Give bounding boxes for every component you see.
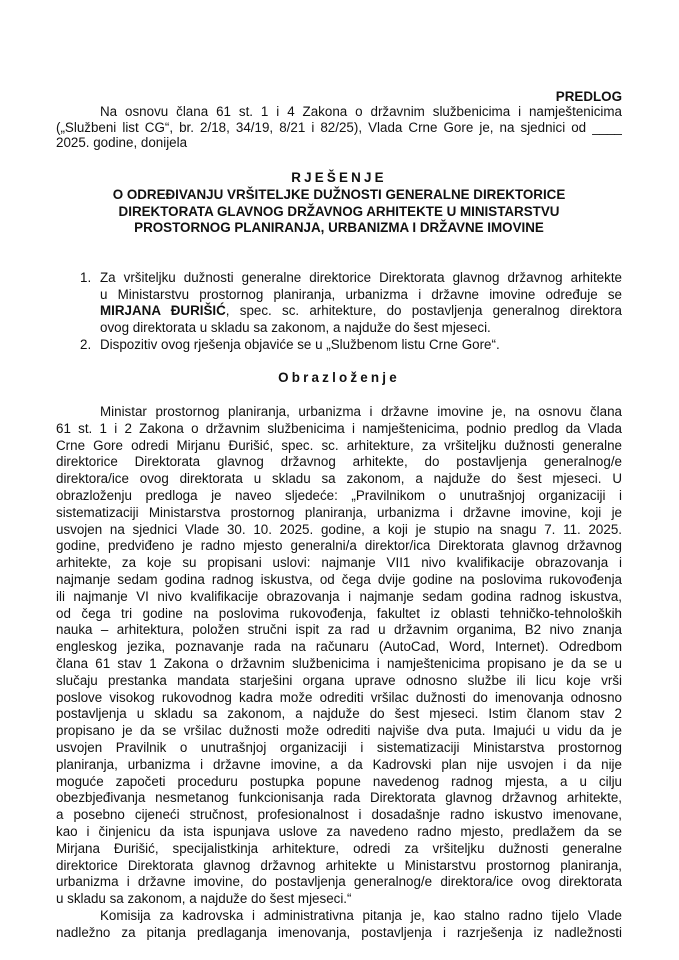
paragraph-line: arhitekte, za koje su propisani uslovi: najmanje VII1 nivo kvalifikacije obrazovanja i: [56, 555, 622, 571]
list-item-number: 1.: [80, 270, 92, 285]
paragraph-line: poslove visokog rukovodnog kadra može odrediti vršilac dužnosti do imenovanja odnosno: [56, 689, 622, 705]
paragraph-line: nauka – arhitektura, položen stručni ispit za rad u državnim organima, B2 nivo znanja: [56, 622, 622, 638]
paragraph-line: najmanje sedam godina radnog iskustva, od čega dvije godine na poslovima rukovođenja: [56, 572, 622, 587]
paragraph-line: obezbjeđivanja nesmetanog funkcionisanja rada Direktorata glavnog državnog arhitekte,: [56, 790, 622, 806]
paragraph-line: 61 st. 1 i 2 Zakona o državnim službenicima i namještenicima, podnio predlog da Vlada: [56, 420, 622, 436]
list-item-line: Dispozitiv ovog rješenja objaviće se u „Službenom listu Crne Gore“.: [100, 336, 500, 352]
paragraph-line: postavljenja u skladu sa zakonom, a najduže do šest mjeseci. Istim članom stav 2: [56, 706, 622, 722]
paragraph-line: Komisija za kadrovska i administrativna pitanja je, kao stalno radno tijelo Vlade: [100, 908, 622, 923]
paragraph-line: planiranja, urbanizma i državne imovine, a da Kadrovski plan nije usvojen i da nije: [56, 756, 622, 772]
intro-line: („Službeni list CG“, br. 2/18, 34/19, 8/21 i 82/25), Vlada Crne Gore je, na sjednici od ____: [56, 119, 622, 135]
paragraph-line: moguće započeti proceduru postupka popune navedenog radnog mjesta, a u cilju: [56, 773, 622, 789]
paragraph-line: ili najmanje VI nivo kvalifikacije obrazovanja i najmanje sedam godina radnog iskustva,: [56, 588, 622, 604]
paragraph-line: usvojen Pravilnik o unutrašnjoj organizaciji i sistematizaciji Ministarstva prostornog: [56, 740, 622, 755]
paragraph-line: urbanizma i državne imovine, do postavljenja generalnog/e direktora/ice ovog direktorata: [56, 874, 622, 890]
paragraph-line: godine, predviđeno je radno mjesto generalni/a direktor/ica Direktorata glavnog državnog: [56, 538, 622, 554]
paragraph-line: u skladu sa zakonom, a najduže do šest mjeseci.“: [56, 891, 352, 907]
paragraph-line: Mirjana Đurišić, specijalistkinja arhitekture, odredi za vršiteljku dužnosti generalne: [56, 840, 622, 856]
paragraph-line: a posebno cijeneći stručnost, profesionalnost i dosadašnje radno iskustvo imenovane,: [56, 807, 622, 823]
paragraph-line: direktorice Direktorata glavnog državnog arhitekte u Ministarstvu prostornog planiranja,: [56, 857, 622, 873]
paragraph-line: usvojen na sjednici Vlade 30. 10. 2025. godine, a koji je stupio na snagu 7. 11. 2025.: [56, 521, 622, 537]
list-item-line: Za vršiteljku dužnosti generalne direktorice Direktorata glavnog državnog arhitekte: [100, 270, 622, 285]
intro-line: Na osnovu člana 61 st. 1 i 4 Zakona o državnim službenicima i namještenicima: [100, 104, 622, 119]
paragraph-line: engleskog jezika, poznavanje rada na računaru (AutoCad, Word, Internet). Odredbom: [56, 639, 622, 655]
paragraph-line: sistematizaciji Ministarstva prostornog planiranja, urbanizma i državne imovine, koji je: [56, 504, 622, 520]
decision-title-line: O ODREĐIVANJU VRŠITELJKE DUŽNOSTI GENERALNE DIREKTORICE: [112, 187, 566, 202]
list-item-number: 2.: [80, 336, 92, 352]
intro-line: 2025. godine, donijela: [56, 135, 188, 151]
paragraph-line: kao i činjenicu da ista ispunjava uslove za navedeno radno mjesto, predlažem da se: [56, 824, 622, 839]
explanation-heading: Obrazloženje: [278, 370, 400, 385]
paragraph-line: direktora/ice ovog direktorata u skladu sa zakonom, a najduže do šest mjeseci. U: [56, 471, 622, 487]
decision-title-line: DIREKTORATA GLAVNOG DRŽAVNOG ARHITEKTE U MINISTARSTVU: [118, 203, 560, 219]
paragraph-line: od čega tri godine na poslovima rukovođenja, fakultet iz oblasti tehničko-tehnoloških: [56, 605, 622, 621]
decision-heading: RJEŠENJE: [291, 170, 387, 185]
list-item-line: ovog direktorata u skladu sa zakonom, a najduže do šest mjeseci.: [100, 320, 491, 336]
decision-title-line: PROSTORNOG PLANIRANJA, URBANIZMA I DRŽAVNE IMOVINE: [134, 220, 544, 236]
paragraph-line: Crne Gore odredi Mirjanu Đurišić, spec. sc. arhitekture, za vršiteljku dužnosti generalne: [56, 437, 622, 453]
paragraph-line: slučaju prestanka mandata starješini organa uprave odnosno službe ili licu koje vrši: [56, 672, 622, 688]
paragraph-line: nadležno za pitanja predlaganja imenovanja, postavljenja i razrješenja iz nadležnosti: [56, 924, 622, 940]
paragraph-line: Ministar prostornog planiranja, urbanizma i državne imovine je, na osnovu člana: [100, 404, 622, 419]
paragraph-line: obrazloženju predloga je naveo sljedeće: „Pravilnikom o unutrašnjoj organizaciji i: [56, 488, 622, 503]
paragraph-line: propisano je da se vršilac dužnosti može odrediti najviše dva puta. Imajući u vidu da je: [56, 723, 622, 739]
list-item-line: u Ministarstvu prostornog planiranja, urbanizma i državne imovine određuje se: [100, 286, 622, 302]
list-item-line: [100, 302, 622, 319]
paragraph-line: direktorice Direktorata glavnog državnog arhitekte, do postavljenja generalnog/e: [56, 454, 622, 470]
list-item-text: , spec. sc. arhitekture, do postavljenja generalnog direktora: [225, 303, 622, 319]
paragraph-line: člana 61 stav 1 Zakona o državnim službenicima i namještenicima propisano je da se u: [56, 656, 622, 671]
appointee-name: MIRJANA ĐURIŠIĆ: [100, 303, 226, 319]
proposal-label: PREDLOG: [555, 89, 622, 104]
